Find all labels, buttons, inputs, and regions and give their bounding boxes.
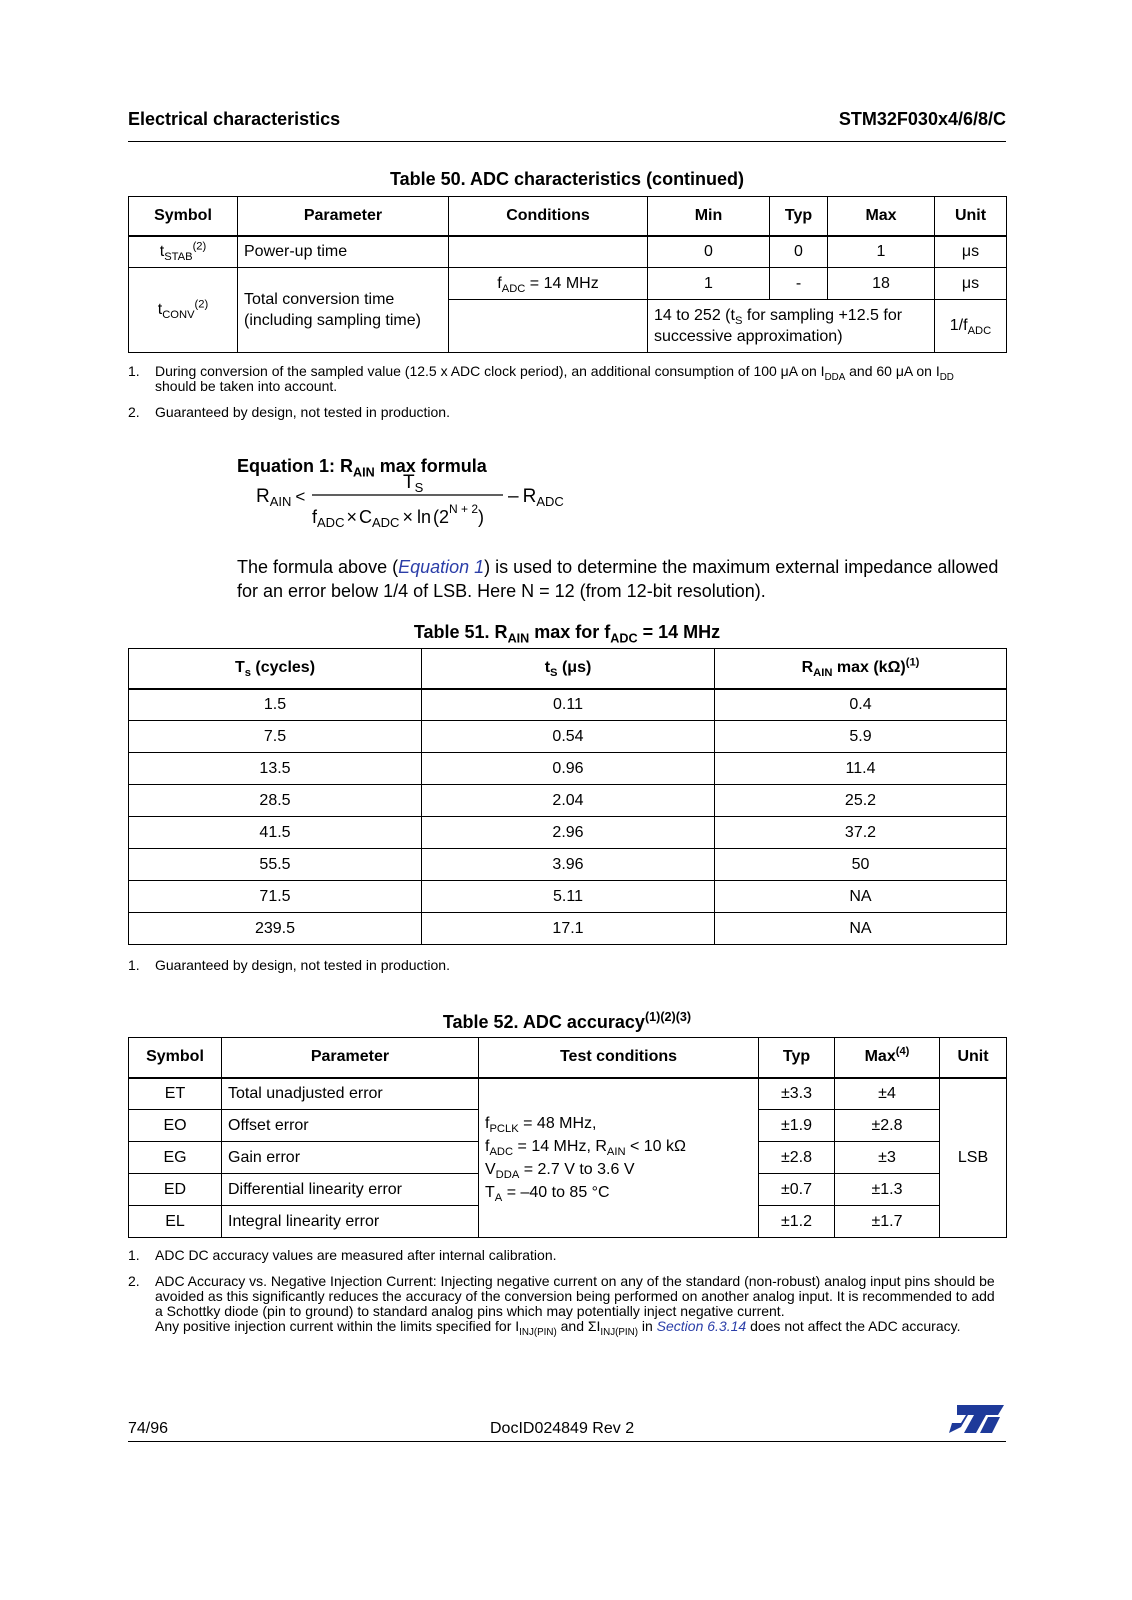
table-row: [129, 268, 1007, 300]
typ-cell: ±1.9: [759, 1110, 835, 1142]
table-row: [129, 753, 1007, 785]
cell: 50: [715, 849, 1007, 881]
cell: 0.96: [422, 753, 715, 785]
typ-cell: -: [770, 268, 828, 300]
table51-note: 1. Guaranteed by design, not tested in production.: [128, 957, 450, 973]
table-row: [129, 817, 1007, 849]
cell: 3.96: [422, 849, 715, 881]
col-unit: Unit: [940, 1038, 1007, 1078]
typ-cell: ±1.2: [759, 1206, 835, 1238]
symbol-cell: EL: [129, 1206, 222, 1238]
col-ts-cycles: $T_s$ (cycles): [129, 649, 422, 689]
footer-divider: [128, 1441, 1006, 1442]
col-rain-max: $R_{AIN}$ $\max (k\Omega)^{(1)}$: [715, 649, 1007, 689]
table52: [128, 1037, 1007, 1238]
table52-caption: Table 52. ADC accuracy$^{(1)(2)(3)}$: [442, 1010, 692, 1032]
param-cell: Integral linearity error: [222, 1206, 479, 1238]
unit-cell: LSB: [940, 1078, 1007, 1238]
cell: NA: [715, 913, 1007, 945]
symbol-cell: ED: [129, 1174, 222, 1206]
equation-title: Equation 1: $R_{AIN}$ max formula: [237, 456, 487, 480]
table52-note-1: 1. ADC DC accuracy values are measured after internal calibration.: [128, 1247, 557, 1263]
cell: 239.5: [129, 913, 422, 945]
col-ts-us: $t_S$ (μs): [422, 649, 715, 689]
cell: 5.9: [715, 721, 1007, 753]
table50-note-1: 1. During conversion of the sampled value (12.5 x ADC clock period), an additional consumption of 100 μA on $I_{DDA}$ and 60 μA on $I_{DD}$ should be taken into account.: [128, 363, 954, 394]
cell: 1.5: [129, 689, 422, 721]
col-max: Max: [828, 197, 935, 236]
max-cell: 1: [828, 236, 935, 268]
cell: NA: [715, 881, 1007, 913]
typ-cell: ±3.3: [759, 1078, 835, 1110]
device-name: STM32F030x4/6/8/C: [838, 109, 1006, 129]
section-title: Electrical characteristics: [128, 109, 341, 129]
max-cell: ±4: [835, 1078, 940, 1110]
cell: 0.11: [422, 689, 715, 721]
param-cell: Offset error: [222, 1110, 479, 1142]
table-row: [129, 689, 1007, 721]
table51-caption: Table 51. $R_{AIN}$ max for $f_{ADC} = 14$ MHz: [413, 622, 721, 646]
param-cell: Power-up time: [238, 236, 449, 268]
cell: 71.5: [129, 881, 422, 913]
col-conditions: Conditions: [449, 197, 648, 236]
table50: [128, 196, 1007, 353]
unit-cell: $1/f_{ADC}$: [935, 300, 1007, 353]
col-symbol: Symbol: [129, 1038, 222, 1078]
min-cell: 1: [648, 268, 770, 300]
col-parameter: Parameter: [238, 197, 449, 236]
param-cell: Total unadjusted error: [222, 1078, 479, 1110]
symbol-cell: EG: [129, 1142, 222, 1174]
equation-link[interactable]: Equation 1: [398, 557, 485, 577]
cond-line: $f_{ADC} = 14$ MHz, $R_{AIN} < 10$ kΩ: [485, 1137, 686, 1158]
cell: 37.2: [715, 817, 1007, 849]
symbol-cell: EO: [129, 1110, 222, 1142]
cell: 7.5: [129, 721, 422, 753]
table-row: [129, 913, 1007, 945]
unit-cell: μs: [935, 236, 1007, 268]
table-row: [129, 1078, 1007, 1110]
table-row: [129, 849, 1007, 881]
numerator: $T_S$: [403, 474, 424, 495]
param-cell: Gain error: [222, 1142, 479, 1174]
typ-cell: ±0.7: [759, 1174, 835, 1206]
st-logo-icon: [948, 1403, 1006, 1435]
table51-header-row: [129, 649, 1007, 689]
max-cell: ±1.3: [835, 1174, 940, 1206]
page-number: 74/96: [128, 1420, 169, 1437]
value-cell: 14 to 252 ($t_S$ for sampling +12.5 for successive approximation): [648, 300, 935, 353]
cond-cell: [449, 236, 648, 268]
table-row: [129, 721, 1007, 753]
cell: 28.5: [129, 785, 422, 817]
unit-cell: μs: [935, 268, 1007, 300]
lhs: $R_{AIN}$ <: [256, 486, 306, 509]
table-row: [129, 785, 1007, 817]
col-parameter: Parameter: [222, 1038, 479, 1078]
col-unit: Unit: [935, 197, 1007, 236]
max-cell: ±1.7: [835, 1206, 940, 1238]
table-row: [129, 236, 1007, 268]
col-test-conditions: Test conditions: [479, 1038, 759, 1078]
table50-header-row: [129, 197, 1007, 236]
min-cell: 0: [648, 236, 770, 268]
table51: [128, 648, 1007, 945]
cell: 0.54: [422, 721, 715, 753]
col-max: Max$^{(4)}$: [835, 1038, 940, 1078]
table-row: [129, 881, 1007, 913]
max-cell: ±2.8: [835, 1110, 940, 1142]
cell: 25.2: [715, 785, 1007, 817]
cond-cell: $f_{ADC} = 14$ MHz: [449, 268, 648, 300]
typ-cell: 0: [770, 236, 828, 268]
table52-note-2: 2. ADC Accuracy vs. Negative Injection Current: Injecting negative current on any of the standard (non-robust) analog input pins should be avoided as this significantly reduces the accuracy of the conversion being performed on another analog input. It is recommended to add a Schottky diode (pin to ground) to standard analog pins which may potentially inject negative current. Any positive injection current within the limits specified for $I_{INJ(PIN)}$ and $\Sigma I_{INJ(PIN)}$ in Section 6.3.14 does not affect the ADC accuracy.: [128, 1273, 995, 1338]
cell: 5.11: [422, 881, 715, 913]
typ-cell: ±2.8: [759, 1142, 835, 1174]
cond-line: $T_A = -40$ to 85 °C: [485, 1183, 610, 1204]
cell: 41.5: [129, 817, 422, 849]
formula-description: The formula above (Equation 1) is used to determine the maximum external impedance allowed for an error below 1/4 of LSB. Here N = 12 (from 12-bit resolution).: [237, 557, 999, 601]
max-cell: 18: [828, 268, 935, 300]
cell: 55.5: [129, 849, 422, 881]
cond-line: $V_{DDA} = 2.7$ V to 3.6 V: [485, 1160, 635, 1181]
symbol-tconv: $t_{CONV}^{(2)}$: [129, 268, 238, 353]
col-typ: Typ: [759, 1038, 835, 1078]
cond-line: $f_{PCLK} = 48$ MHz,: [485, 1114, 597, 1135]
rhs: – $R_{ADC}$: [508, 486, 564, 509]
cond-cell: [449, 300, 648, 353]
table50-caption: Table 50. ADC characteristics (continued): [389, 169, 745, 189]
header-divider: [128, 141, 1006, 142]
cell: 11.4: [715, 753, 1007, 785]
cell: 13.5: [129, 753, 422, 785]
symbol-cell: ET: [129, 1078, 222, 1110]
cell: 2.04: [422, 785, 715, 817]
cell: 17.1: [422, 913, 715, 945]
table50-note-2: 2. Guaranteed by design, not tested in production.: [128, 404, 450, 420]
param-cell: Differential linearity error: [222, 1174, 479, 1206]
max-cell: ±3: [835, 1142, 940, 1174]
denominator: $f_{ADC} \times C_{ADC} \times \ln (2^{N + 2})$: [312, 502, 484, 530]
cell: 0.4: [715, 689, 1007, 721]
col-typ: Typ: [770, 197, 828, 236]
section-link[interactable]: Section 6.3.14: [656, 1318, 747, 1334]
col-min: Min: [648, 197, 770, 236]
symbol-tstab: $t_{STAB}^{(2)}$: [129, 236, 238, 268]
cell: 2.96: [422, 817, 715, 849]
col-symbol: Symbol: [129, 197, 238, 236]
test-conditions-cell: [479, 1078, 759, 1238]
rain-formula: [256, 474, 586, 532]
table52-header-row: [129, 1038, 1007, 1078]
doc-id: DocID024849 Rev 2: [490, 1420, 635, 1437]
param-cell: Total conversion time (including sampling time): [238, 268, 449, 353]
